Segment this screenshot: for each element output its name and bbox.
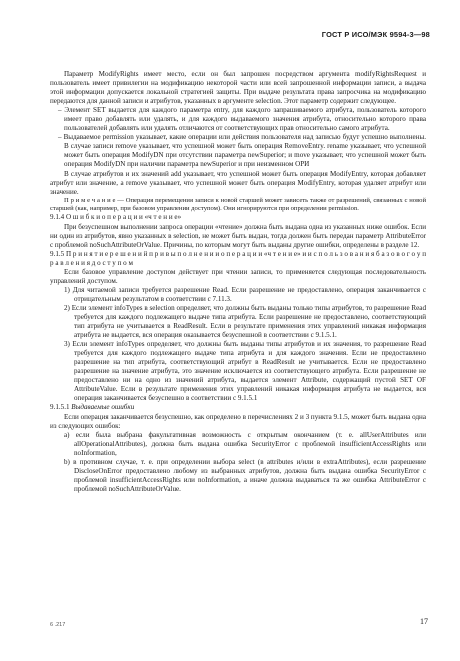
paragraph-attributes-permission: В случае атрибутов и их значений add указывает, что успешной может быть операция ModifyEntry, которая добавляет атрибут или значение, а remove указывает, что успешной может быть операция ModifyEntry, которая удаляет атрибут или значение. [50, 169, 426, 196]
standard-header: ГОСТ Р ИСО/МЭК 9594-3—98 [321, 30, 430, 39]
section-heading-9-1-5: 9.1.5 П р и н я т и е р е ш е н и й п р и в ы п о л н е н и и о п е р а ц и и «ч т е н и е» и и с п о л ь з о в а н и я б а з о в о г о у п р а в л е н и я д о с т у п о м [50, 249, 426, 267]
lettered-item-a: a) если была выбрана факультативная возможность с открытым окончанием (т. е. allUserAttributes или allOperationalAttributes), должна быть выдана ошибка SecurityError с проблемой insufficientAccessRights или noInformation, [64, 430, 426, 457]
numbered-item-1: 1) Для читаемой записи требуется разрешение Read. Если разрешение не предоставлено, операция заканчивается с отрицательным результатом в соответствии с 7.11.3. [64, 285, 426, 303]
list-item-permission: – Выдаваемое permission указывает, какие операции или действия пользователя над записью будут успешно выполнены. В случае записи remove указывает, что успешной может быть операция RemoveEntry. rename указывает, что успешной может быть операция ModifyDN при отсутствии параметра newSuperior; и move указывает, что успешной может быть операция ModifyDN при наличии параметра newSuperior и при неизменном ОРИ [58, 133, 426, 169]
list-item-set-element: – Элемент SET выдается для каждого параметра entry, для каждого запрашиваемого атрибута, пользователь которого имеет право добавлять или удалять, и для каждого выдаваемого значения атрибута, относительно которого права пользователей добавлять или удалять отличаются от соответствующих прав относительно самого атрибута. [58, 106, 426, 133]
numbered-item-2: 2) Если элемент infoTypes в selection определяет, что должны быть выданы только типы атрибутов, то разрешение Read требуется для каждого подлежащего выдаче типа атрибута. Если разрешение не предоставлено, соответствующий тип атрибута не учитывается в ReadResult. Если в результате применения этих управлений никакая информация атрибута не выдается, вся операция оказывается безуспешной в соответствии с 9.1.5.1. [64, 303, 426, 340]
paragraph-access-control: Если базовое управление доступом действует при чтении записи, то применяется следующая последовательность управлений доступом. [50, 267, 426, 285]
section-heading-9-1-5-1 [50, 403, 426, 412]
paragraph-returned-errors: Если операция заканчивается безуспешно, как определено в перечислениях 2 и 3 пункта 9.1.5, может быть выдана одна из следующих ошибок: [50, 412, 426, 430]
lettered-item-b: b) в противном случае, т. е. при определении выбора select (в attributes и/или в extraAttributes), если разрешение DiscloseOnError предоставлено любому из выбранных атрибутов, должна быть выдана ошибка SecurityError с проблемой insufficientAccessRights или noInformation, а иначе должна выдаваться та же ошибка AttributeError с проблемой noSuchAttributeOrValue. [64, 457, 426, 493]
numbered-item-3: 3) Если элемент infoTypes определяет, что должны быть выданы типы атрибутов и их значения, то разрешение Read требуется для каждого подлежащего выдаче типа атрибута и для каждого значения. Если не предоставлено разрешение на тип атрибута, соответствующий атрибут в ReadResult не учитывается. Если не предоставлено разрешение на значение атрибута, это значение исключается из соответствующего атрибута. Если разрешение не предоставлено ни на одно из значений атрибута, выдается элемент Attribute, содержащий пустой SET OF AttributeValue. Если в результате применения этих управлений никакая информация атрибута не выдается, вся операция заканчивается безуспешно в соответствии с 9.1.5.1 [64, 340, 426, 403]
section-title-9-1-5-1: Выдаваемые ошибки [71, 403, 135, 412]
note-paragraph: П р и м е ч а н и е — Операция перемещения записи к новой старшей может зависеть также от разрешений, связанных с новой старшей (как, например, при базовом управлении доступом). Они игнорируются при определении permission. [50, 196, 426, 213]
paragraph-modifyrights: Параметр ModifyRights имеет место, если он был запрошен посредством аргумента modifyRightsRequest и пользователь имеет привилегии на модификацию некоторой части или всей запрошенной информации записи, а выдача этой информации допускается локальной стратегией защиты. При выдаче результата права запросчика на модификацию передаются для данной записи и атрибутов, указанных в аргументе selection. Этот параметр содержит следующее. [50, 70, 426, 106]
page-number: 17 [420, 617, 428, 626]
document-body [50, 70, 426, 494]
section-heading-9-1-4: 9.1.4 О ш и б к и о п е р а ц и и «ч т е н и е» [50, 213, 182, 222]
paragraph-read-errors: При безуспешном выполнении запроса операции «чтение» должна быть выдана одна из указанных ниже ошибок. Если ни один из атрибутов, явно указанных в selection, не может быть выдан, тогда должен быть передан параметр AttributeError с проблемой noSuchAttributeOrValue. Причины, по которым могут быть выданы другие ошибки, определены в разделе 12. [50, 222, 426, 249]
section-number-9-1-5-1: 9.1.5.1 [50, 403, 72, 412]
print-mark: 6 .217 [50, 622, 66, 628]
